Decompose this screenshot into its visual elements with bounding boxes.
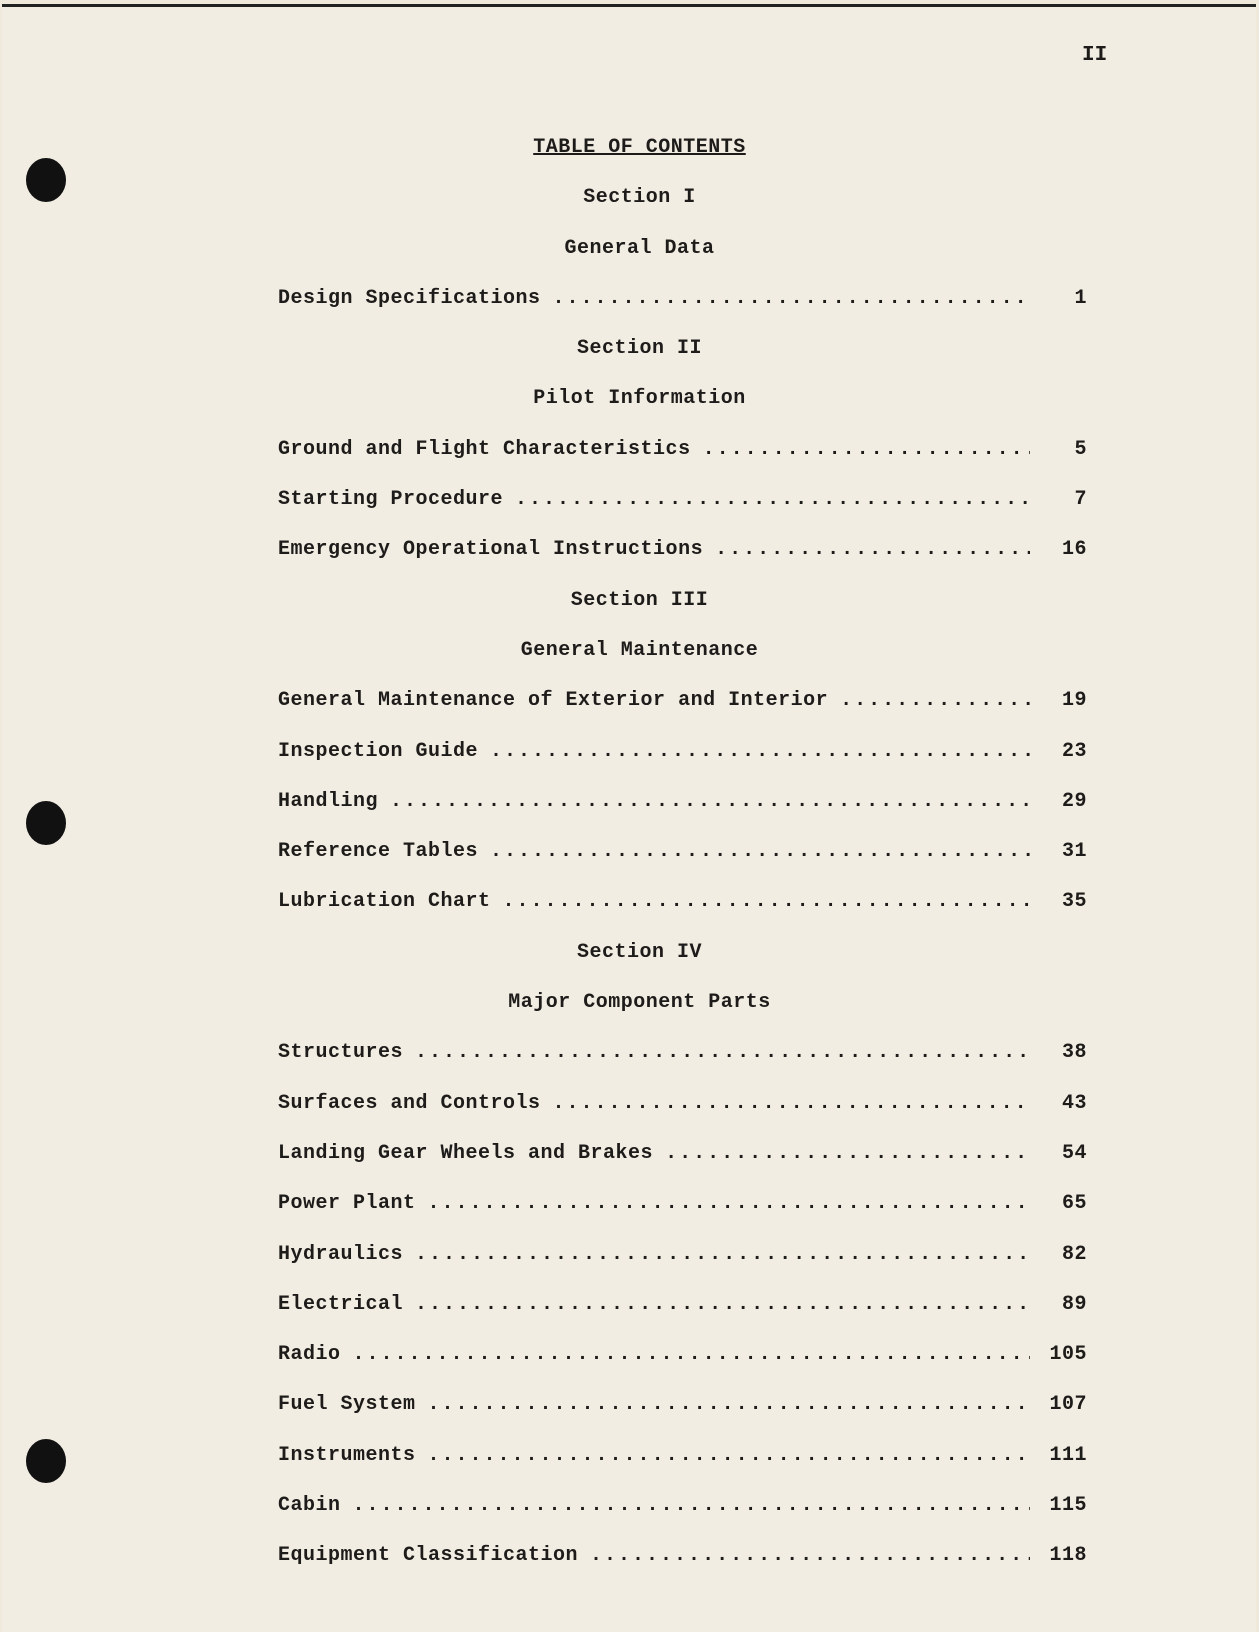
section-heading: Section III	[570, 588, 709, 612]
page-number: II	[1082, 44, 1108, 67]
entry-page: 111	[1049, 1443, 1087, 1467]
entry-label: Landing Gear Wheels and Brakes	[278, 1141, 654, 1165]
section-heading-row	[0, 337, 1259, 387]
entry-page: 1	[1074, 286, 1087, 310]
dot-leader	[428, 1192, 1030, 1215]
toc-entry[interactable]	[0, 538, 1259, 588]
dot-leader	[553, 287, 1030, 310]
section-subheading-row	[0, 387, 1259, 437]
section-heading: Section IV	[576, 940, 703, 964]
toc-entry[interactable]	[0, 1393, 1259, 1443]
toc-entry[interactable]	[0, 1142, 1259, 1192]
section-subheading: Major Component Parts	[508, 991, 771, 1015]
entry-page: 43	[1061, 1091, 1087, 1115]
entry-label: Electrical	[278, 1292, 404, 1316]
section-heading-row	[0, 941, 1259, 991]
toc-title-row	[0, 136, 1259, 186]
entry-page: 5	[1074, 437, 1087, 461]
entry-label: Power Plant	[278, 1192, 416, 1216]
entry-label: Equipment Classification	[278, 1544, 579, 1568]
entry-label: Lubrication Chart	[278, 890, 491, 914]
toc-entry[interactable]	[0, 1192, 1259, 1242]
entry-label: Emergency Operational Instructions	[278, 538, 704, 562]
section-subheading-row	[0, 639, 1259, 689]
section-subheading: General Data	[564, 236, 715, 260]
entry-page: 118	[1049, 1544, 1087, 1568]
toc-entry[interactable]	[0, 1041, 1259, 1091]
entry-label: Surfaces and Controls	[278, 1091, 541, 1115]
entry-label: Design Specifications	[278, 286, 541, 310]
entry-page: 65	[1061, 1192, 1087, 1216]
section-heading: Section I	[583, 186, 696, 210]
entry-page: 23	[1061, 739, 1087, 763]
dot-leader	[428, 1393, 1030, 1416]
toc-entry[interactable]	[0, 1544, 1259, 1594]
entry-page: 29	[1061, 789, 1087, 813]
toc-entry[interactable]	[0, 1243, 1259, 1293]
section-subheading: General Maintenance	[520, 638, 759, 662]
entry-page: 7	[1074, 488, 1087, 512]
section-subheading-row	[0, 991, 1259, 1041]
dot-leader	[553, 1092, 1030, 1115]
toc-entry[interactable]	[0, 740, 1259, 790]
entry-label: Structures	[278, 1041, 404, 1065]
toc-title: TABLE OF CONTENTS	[533, 136, 746, 159]
toc-entry[interactable]	[0, 287, 1259, 337]
dot-leader	[715, 538, 1030, 561]
entry-label: Ground and Flight Characteristics	[278, 437, 691, 461]
section-heading-row	[0, 186, 1259, 236]
dot-leader	[503, 890, 1030, 913]
entry-page: 54	[1061, 1141, 1087, 1165]
toc-entry[interactable]	[0, 1494, 1259, 1544]
entry-page: 19	[1061, 689, 1087, 713]
entry-page: 35	[1061, 890, 1087, 914]
entry-label: Reference Tables	[278, 840, 479, 864]
entry-page: 38	[1061, 1041, 1087, 1065]
entry-label: General Maintenance of Exterior and Interior	[278, 689, 829, 713]
section-subheading: Pilot Information	[533, 387, 746, 411]
entry-label: Fuel System	[278, 1393, 416, 1417]
toc-entry[interactable]	[0, 689, 1259, 739]
toc-entry[interactable]	[0, 890, 1259, 940]
dot-leader	[353, 1494, 1030, 1517]
toc-entry[interactable]	[0, 840, 1259, 890]
entry-page: 89	[1061, 1292, 1087, 1316]
entry-page: 105	[1049, 1343, 1087, 1367]
toc-entry[interactable]	[0, 1092, 1259, 1142]
toc-entry[interactable]	[0, 1293, 1259, 1343]
entry-label: Cabin	[278, 1494, 341, 1518]
entry-label: Starting Procedure	[278, 488, 504, 512]
entry-label: Instruments	[278, 1443, 416, 1467]
dot-leader	[490, 840, 1030, 863]
section-heading-row	[0, 589, 1259, 639]
toc-entry[interactable]	[0, 1343, 1259, 1393]
dot-leader	[415, 1293, 1030, 1316]
dot-leader	[590, 1544, 1030, 1567]
toc-entry[interactable]	[0, 488, 1259, 538]
section-subheading-row	[0, 237, 1259, 287]
toc-entry[interactable]	[0, 790, 1259, 840]
dot-leader	[665, 1142, 1030, 1165]
dot-leader	[515, 488, 1030, 511]
dot-leader	[428, 1444, 1030, 1467]
entry-page: 82	[1061, 1242, 1087, 1266]
dot-leader	[390, 790, 1030, 813]
dot-leader	[703, 438, 1030, 461]
dot-leader	[840, 689, 1030, 712]
dot-leader	[415, 1243, 1030, 1266]
toc-entry[interactable]	[0, 438, 1259, 488]
entry-page: 115	[1049, 1494, 1087, 1518]
section-heading: Section II	[576, 337, 703, 361]
entry-label: Handling	[278, 789, 379, 813]
entry-label: Inspection Guide	[278, 739, 479, 763]
entry-page: 16	[1061, 538, 1087, 562]
dot-leader	[490, 740, 1030, 763]
dot-leader	[415, 1041, 1030, 1064]
table-of-contents	[0, 136, 1259, 1595]
entry-label: Radio	[278, 1343, 341, 1367]
toc-entry[interactable]	[0, 1444, 1259, 1494]
dot-leader	[353, 1343, 1030, 1366]
entry-label: Hydraulics	[278, 1242, 404, 1266]
entry-page: 107	[1049, 1393, 1087, 1417]
entry-page: 31	[1061, 840, 1087, 864]
